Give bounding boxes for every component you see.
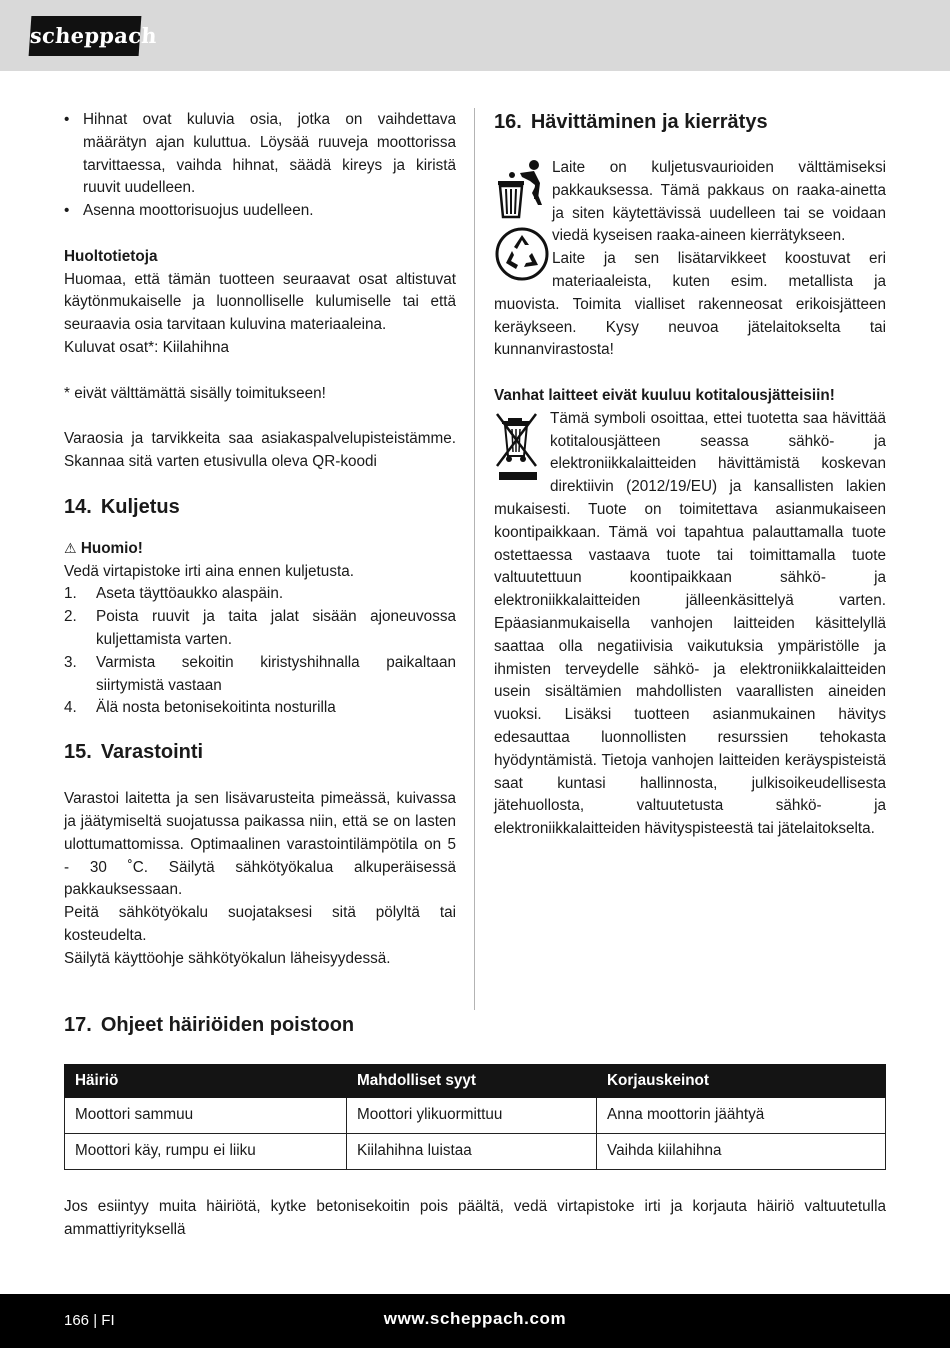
- section-title: Hävittäminen ja kierrätys: [530, 111, 768, 133]
- bullet-item: • Asenna moottorisuojus uudelleen.: [64, 200, 456, 223]
- table-cell: Moottori ylikuormittuu: [347, 1098, 597, 1134]
- section-16-heading: [494, 109, 886, 135]
- step-number: 3.: [64, 653, 77, 671]
- dispose-bin-icon: [494, 159, 550, 219]
- table-cell: Moottori käy, rumpu ei liiku: [65, 1134, 347, 1170]
- transport-step: [64, 606, 456, 652]
- section-15-heading: [64, 739, 456, 765]
- weee-heading: Vanhat laitteet eivät kuuluu kotitalousjätteisiin!: [494, 386, 835, 404]
- table-cell: Moottori sammuu: [65, 1098, 347, 1134]
- spare-parts-text: Varaosia ja tarvikkeita saa asiakaspalvelupisteistämme. Skannaa sitä varten etusivulla oleva QR-koodi: [64, 430, 456, 470]
- transport-step: [64, 583, 456, 606]
- delivery-footnote: * eivät välttämättä sisälly toimitukseen!: [64, 384, 326, 402]
- section-title: Ohjeet häiriöiden poistoon: [100, 1014, 355, 1036]
- troubleshooting-note: Jos esiintyy muita häiriötä, kytke betonisekoitin pois päältä, vedä virtapistoke irti ja korjauta häiriö valtuutetulla ammattiyrityksellä: [64, 1198, 886, 1238]
- warning-notice: [64, 537, 456, 561]
- troubleshooting-table: [64, 1064, 886, 1170]
- warning-triangle-icon: ⚠: [64, 539, 77, 556]
- column-header: Häiriö: [65, 1065, 347, 1098]
- recycling-icons: [494, 159, 552, 289]
- table-row: [65, 1098, 886, 1134]
- belt-instructions: [64, 109, 456, 223]
- transport-step: [64, 697, 456, 720]
- scheppach-logo: scheppach: [29, 16, 142, 56]
- section-number: 14.: [64, 495, 92, 518]
- page-footer: [0, 1294, 950, 1348]
- page-number: 166 | FI: [64, 1312, 115, 1329]
- column-divider: [474, 108, 475, 1010]
- storage-text: Varastoi laitetta ja sen lisävarusteita pimeässä, kuivassa ja jäätymiseltä suojatussa paikassa niin, että se on lasten ulottumattomissa. Optimaalinen varastointilämpötila on 5 - 30 ˚C. Säilytä sähkötyökalua alkuperäisessä pakkauksessaan.: [64, 790, 456, 899]
- section-title: Varastointi: [100, 741, 204, 764]
- maintenance-text: Huomaa, että tämän tuotteen seuraavat osat altistuvat käytönmukaiselle ja luonnolliselle kulumiselle tai että seuraavia osia tarvitaan kuluvina materiaaleina.: [64, 270, 456, 334]
- step-number: 1.: [64, 585, 77, 603]
- step-text: Aseta täyttöaukko alaspäin.: [96, 585, 284, 603]
- table-cell: Vaihda kiilahihna: [597, 1134, 886, 1170]
- transport-intro: Vedä virtapistoke irti aina ennen kuljetusta.: [64, 562, 354, 580]
- transport-step: [64, 652, 456, 698]
- step-text: Varmista sekoitin kiristyshihnalla paikaltaan siirtymistä vastaan: [96, 653, 456, 694]
- bullet-item: • Hihnat ovat kuluvia osia, jotka on vaihdettava määrätyn ajan kuluttua. Löysää ruuveja moottorissa tarvittaessa, vaihda hihnat, säädä kireys ja kiristä ruuvit uudelleen.: [64, 109, 456, 200]
- section-title: Kuljetus: [100, 495, 180, 518]
- section-number: 17.: [64, 1014, 92, 1036]
- transport-steps: [64, 583, 456, 720]
- crossed-bin-icon: [494, 408, 544, 488]
- materials-text: Laite ja sen lisätarvikkeet koostuvat eri materiaaleista, kuten esim. metallista ja muovista. Toimita vialliset rakenneosat erikoisjätteen keräykseen. Kysy neuvoa jätelaitokselta tai kunnanvirastosta!: [494, 250, 886, 359]
- step-number: 2.: [64, 608, 77, 626]
- section-14-heading: [64, 494, 456, 520]
- wear-parts: Kuluvat osat*: Kiilahihna: [64, 338, 229, 356]
- step-number: 4.: [64, 699, 77, 717]
- table-row: [65, 1134, 886, 1170]
- section-17-heading: [64, 1012, 886, 1038]
- right-column: [494, 109, 886, 841]
- step-text: Poista ruuvit ja taita jalat sisään ajoneuvossa kuljettamista varten.: [96, 608, 456, 648]
- left-column: [64, 109, 456, 971]
- website-link[interactable]: www.scheppach.com: [383, 1309, 567, 1328]
- warning-label: Huomio!: [80, 539, 143, 557]
- storage-cover-text: Peitä sähkötyökalu suojataksesi sitä pölyltä tai kosteudelta.: [64, 904, 456, 944]
- step-text: Älä nosta betonisekoitinta nosturilla: [96, 699, 336, 717]
- table-cell: Anna moottorin jäähtyä: [597, 1098, 886, 1134]
- column-header: Mahdolliset syyt: [347, 1065, 597, 1098]
- page-header: [0, 0, 950, 71]
- column-header: Korjauskeinot: [597, 1065, 886, 1098]
- weee-text: Tämä symboli osoittaa, ettei tuotetta saa hävittää kotitalousjätteen seassa sähkö- ja elektroniikkalaitteiden hävittämistä koskevan direktiivin (2012/19/EU) ja kansallisten lakien mukaisesti. Tuote on toimitettava asianmukaiseen koontipaikkaan. Tämä voi tapahtua palauttamalla tuote ostettaessa vastaava tuote tai toimittamalla tuote valtuutettuun koontipaikkaan sähkö- ja elektroniikkalaitteiden jälleenkäsittelyä varten. Epäasianmukaisella vanhojen laitteiden käsittelyllä saattaa olla negatiivisia vaikutuksia ympäristölle ja ihmisten terveydelle sähkö- ja elektroniikkalaitteiden usein sisältämien mahdollisten vaarallisten aineiden vuoksi. Lisäksi tuotteen asianmukainen hävitys edesauttaa luonnollisten resurssien tehokasta hyödyntämistä. Tietoja vanhojen laitteiden keräyspisteistä saat kuntasi hallinnosta, julkisoikeudellisesta jätehuollosta, valtuutetusta sähkö- ja elektroniikkalaitteiden hävityspisteestä tai jätelaitokselta.: [494, 409, 886, 838]
- maintenance-heading: Huoltotietoja: [64, 247, 158, 265]
- packaging-text: Laite on kuljetusvaurioiden välttämiseksi pakkauksessa. Tämä pakkaus on raaka-ainetta ja siten käytettävissä uudelleen tai se voidaan viedä kyseisen raaka-aineen kierrätykseen.: [552, 159, 886, 245]
- section-number: 16.: [494, 111, 522, 133]
- recycle-symbol-icon: [494, 225, 550, 283]
- storage-manual-text: Säilytä käyttöohje sähkötyökalun läheisyydessä.: [64, 949, 391, 967]
- section-number: 15.: [64, 741, 92, 764]
- weee-icon-box: [494, 408, 550, 488]
- section-17: [64, 1012, 886, 1038]
- table-cell: Kiilahihna luistaa: [347, 1134, 597, 1170]
- table-header-row: [65, 1065, 886, 1098]
